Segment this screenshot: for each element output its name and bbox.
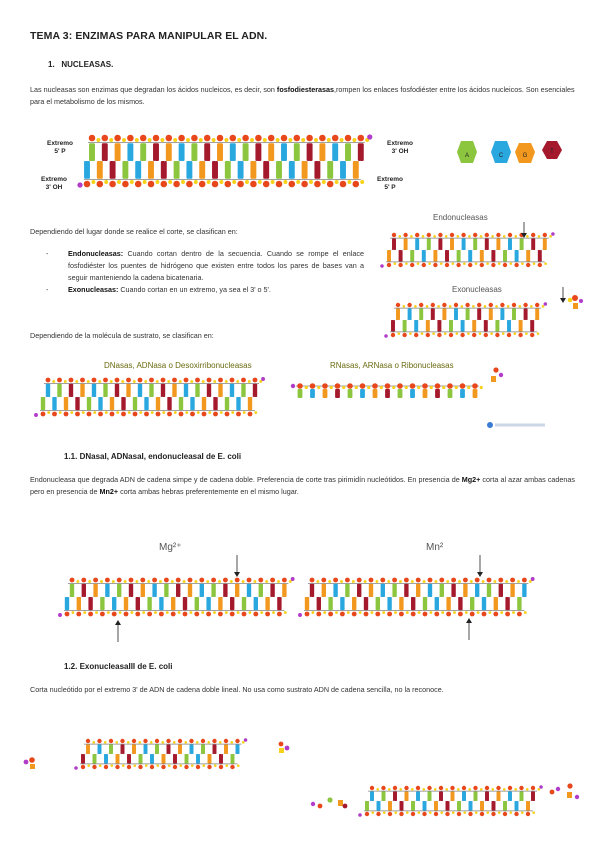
label-bottom-left: Extremo 3' OH	[40, 176, 67, 191]
section-heading-exoiii: 1.2. ExonucleasaIII de E. coli	[64, 662, 173, 671]
list-item-endonucleasas: - Endonucleasas: Cuando cortan dentro de la secuencia. Cuando se rompe el enlace fosfodiéster los puentes de hidrógeno que existen entre todos los pares de bases van a seguir manteniendo la cadena bicatenaria.	[46, 248, 364, 284]
exoiii-paragraph: Corta nucleótido por el extremo 3' de ADN de cadena doble lineal. No usa como sustrato ADN de cadena sencilla, no la reconoce.	[30, 685, 444, 694]
section-heading-dnasai: 1.1. DNasaI, ADNasaI, endonucleasaI de E. coli	[64, 452, 242, 461]
svg-text:C: C	[498, 153, 504, 159]
page-title: TEMA 3: ENZIMAS PARA MANIPULAR EL ADN.	[30, 30, 268, 42]
label-bottom-right: Extremo 5' P	[376, 176, 403, 191]
label-top-right: Extremo 3' OH	[386, 140, 413, 155]
dnasai-paragraph: Endonucleasa que degrada ADN de cadena simpe y de cadena doble. Preferencia de corte tras pirimidín nucleótidos. En presencia de Mg2+ corta al azar ambas cadenas pero en presencia de Mn2+ corta ambas hebras preferentemente en el mismo lugar.	[30, 475, 575, 496]
intro-paragraph: Las nucleasas son enzimas que degradan los ácidos nucleicos, es decir, son fosfodiesterasas,rompen los enlaces fosfodiéster entre los ácidos nucleicos. Son esenciales para el metabolismo de los mismos.	[30, 85, 575, 106]
svg-text:A: A	[464, 153, 470, 159]
list-item-exonucleasas: - Exonucleasas: Cuando cortan en un extremo, ya sea el 3' o 5'.	[46, 284, 364, 296]
mg-label: Mg²⁺	[159, 542, 182, 553]
mn-label: Mn²	[426, 542, 444, 553]
fig-endonucleasas-caption: Endonucleasas	[433, 213, 488, 222]
svg-text:G: G	[522, 153, 528, 159]
dnasas-caption: DNasas, ADNasa o Desoxirribonucleasas	[104, 361, 252, 370]
corte-intro: Dependiendo del lugar donde se realice el corte, se clasifican en:	[30, 227, 238, 236]
rnasas-caption: RNasas, ARNasa o Ribonucleasas	[330, 361, 454, 370]
section-heading-nucleasas: 1. NUCLEASAS.	[48, 60, 114, 69]
sustrato-intro: Dependiendo de la molécula de sustrato, se clasifican en:	[30, 331, 214, 340]
svg-text:T: T	[550, 149, 554, 155]
fig-exonucleasas-caption: Exonucleasas	[452, 285, 502, 294]
label-top-left: Extremo 5' P	[46, 140, 73, 155]
